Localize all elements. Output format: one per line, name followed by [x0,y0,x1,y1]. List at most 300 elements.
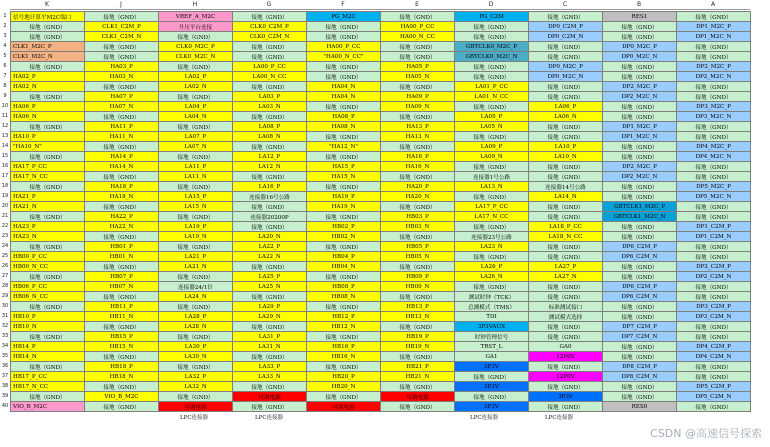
cell-c-32[interactable]: 接地（GND） [528,321,603,332]
cell-e-26[interactable]: 接地（GND） [380,261,455,272]
cell-f-18[interactable]: 接地（GND） [306,181,381,192]
cell-a-7[interactable]: DP2_M2C_N [676,71,751,82]
cell-h-22[interactable]: LA19_P [158,221,233,232]
cell-e-6[interactable]: HA05_P [380,61,455,72]
row-number[interactable]: 1 [3,13,7,19]
cell-j-34[interactable]: HB15_N [84,341,159,352]
cell-a-38[interactable]: DP5_C2M_P [676,381,751,392]
cell-g-20[interactable]: 接地（GND） [232,201,307,212]
cell-a-29[interactable]: 接地（GND） [676,291,751,302]
cell-d-35[interactable]: GA1 [454,351,529,362]
cell-a-27[interactable]: DP2_C2M_N [676,271,751,282]
cell-h-23[interactable]: LA19_N [158,231,233,242]
cell-g-31[interactable]: LA29_N [232,311,307,322]
cell-k-31[interactable]: HB10_P [10,311,85,322]
cell-g-38[interactable]: 接地（GND） [232,381,307,392]
row-number[interactable]: 3 [3,33,7,39]
cell-k-24[interactable]: 接地（GND） [10,241,85,252]
row-number[interactable]: 2 [3,23,7,29]
cell-c-8[interactable]: 接地（GND） [528,81,603,92]
cell-a-22[interactable]: DP1_C2M_P [676,221,751,232]
cell-f-40[interactable]: 可调电源 [306,401,381,412]
row-number[interactable]: 17 [1,173,9,179]
row-number[interactable]: 36 [1,363,9,369]
cell-h-18[interactable]: 接地（GND） [158,181,233,192]
cell-j-17[interactable]: 接地（GND） [84,171,159,182]
row-number[interactable]: 21 [1,213,9,219]
cell-b-3[interactable]: 接地（GND） [602,31,677,42]
cell-e-1[interactable]: 接地（GND） [380,11,455,22]
cell-d-6[interactable]: 接地（GND） [454,61,529,72]
cell-j-14[interactable]: 接地（GND） [84,141,159,152]
cell-h-32[interactable]: LA28_N [158,321,233,332]
cell-c-29[interactable]: 接地（GND） [528,291,603,302]
cell-c-33[interactable]: 接地（GND） [528,331,603,342]
cell-a-16[interactable]: 接地（GND） [676,161,751,172]
cell-j-31[interactable]: HB11_N [84,311,159,322]
cell-e-14[interactable]: 接地（GND） [380,141,455,152]
cell-j-3[interactable]: CLK1_C2M_N [84,31,159,42]
cell-j-10[interactable]: HA07_N [84,101,159,112]
cell-f-11[interactable]: HA08_P [306,111,381,122]
row-number[interactable]: 30 [1,303,9,309]
cell-e-37[interactable]: HB21_N [380,371,455,382]
cell-a-12[interactable]: 接地（GND） [676,121,751,132]
row-number[interactable]: 10 [1,103,9,109]
cell-j-39[interactable]: VIO_B_M2C [84,391,159,402]
cell-d-11[interactable]: LA05_P [454,111,529,122]
cell-a-30[interactable]: DP3_C2M_P [676,301,751,312]
cell-f-37[interactable]: HB20_P [306,371,381,382]
row-number[interactable]: 40 [1,403,9,409]
cell-a-17[interactable]: 接地（GND） [676,171,751,182]
cell-h-33[interactable]: 接地（GND） [158,331,233,342]
cell-k-8[interactable]: HA02_N [10,81,85,92]
cell-g-28[interactable]: LA25_N [232,281,307,292]
cell-e-4[interactable]: 接地（GND） [380,41,455,52]
cell-j-7[interactable]: HA03_N [84,71,159,82]
column-header-b[interactable]: B [602,0,676,10]
cell-j-6[interactable]: HA03_P [84,61,159,72]
cell-c-20[interactable]: 接地（GND） [528,201,603,212]
cell-k-36[interactable]: 接地（GND） [10,361,85,372]
cell-c-35[interactable]: 12P0V [528,351,603,362]
cell-f-15[interactable]: 接地（GND） [306,151,381,162]
cell-b-37[interactable]: DP8_C2M_N [602,371,677,382]
cell-c-25[interactable]: 接地（GND） [528,251,603,262]
cell-c-21[interactable]: 接地（GND） [528,211,603,222]
cell-d-10[interactable]: 接地（GND） [454,101,529,112]
cell-e-31[interactable]: HB13_N [380,311,455,322]
cell-f-28[interactable]: HB08_P [306,281,381,292]
cell-b-9[interactable]: DP2_M2C_N [602,91,677,102]
column-header-j[interactable]: J [84,0,158,10]
cell-h-16[interactable]: LA11_P [158,161,233,172]
cell-e-19[interactable]: HA20_N [380,191,455,202]
cell-b-12[interactable]: DP1_M2C_P [602,121,677,132]
cell-j-23[interactable]: 接地（GND） [84,231,159,242]
row-number[interactable]: 19 [1,193,9,199]
cell-e-22[interactable]: HB03_N [380,221,455,232]
cell-a-5[interactable]: 接地（GND） [676,51,751,62]
cell-h-13[interactable]: LA07_P [158,131,233,142]
cell-a-40[interactable]: 接地（GND） [676,401,751,412]
cell-c-16[interactable]: 接地（GND） [528,161,603,172]
cell-f-23[interactable]: HB02_N [306,231,381,242]
cell-d-24[interactable]: LA23_N [454,241,529,252]
cell-d-23[interactable]: 连接器23号公路 [454,231,529,242]
cell-d-14[interactable]: LA09_P [454,141,529,152]
cell-f-9[interactable]: HA04_N [306,91,381,102]
cell-a-23[interactable]: DP1_C2M_N [676,231,751,242]
column-header-a[interactable]: A [676,0,750,10]
cell-h-7[interactable]: LA02_P [158,71,233,82]
cell-g-26[interactable]: 接地（GND） [232,261,307,272]
cell-d-7[interactable]: 接地（GND） [454,71,529,82]
cell-k-39[interactable]: 接地（GND） [10,391,85,402]
cell-d-9[interactable]: LA01_N_CC [454,91,529,102]
cell-k-9[interactable]: 接地（GND） [10,91,85,102]
cell-d-1[interactable]: PG_C2M [454,11,529,22]
cell-j-1[interactable]: 接地（GND） [84,11,159,22]
cell-c-10[interactable]: LA06_P [528,101,603,112]
cell-j-8[interactable]: 接地（GND） [84,81,159,92]
cell-a-6[interactable]: DP2_M2C_P [676,61,751,72]
cell-h-38[interactable]: LA32_N [158,381,233,392]
cell-k-14[interactable]: "HA10_N" [10,141,85,152]
cell-b-40[interactable]: RES0 [602,401,677,412]
cell-e-20[interactable]: 接地（GND） [380,201,455,212]
cell-j-24[interactable]: HB01_P [84,241,159,252]
cell-c-6[interactable]: DP0_M2C_P [528,61,603,72]
cell-g-19[interactable]: 连接器16号公路 [232,191,307,202]
cell-j-11[interactable]: 接地（GND） [84,111,159,122]
cell-f-2[interactable]: 接地（GND） [306,21,381,32]
cell-k-30[interactable]: 接地（GND） [10,301,85,312]
cell-a-18[interactable]: DP5_M2C_P [676,181,751,192]
column-header-c[interactable]: C [528,0,602,10]
cell-g-15[interactable]: LA12_P [232,151,307,162]
cell-d-18[interactable]: LA13_N [454,181,529,192]
cell-d-20[interactable]: LA17_P_CC [454,201,529,212]
cell-k-7[interactable]: HA02_P [10,71,85,82]
cell-j-26[interactable]: 接地（GND） [84,261,159,272]
cell-a-32[interactable]: 接地（GND） [676,321,751,332]
cell-c-3[interactable]: DP0_C2M_N [528,31,603,42]
cell-b-27[interactable]: 接地（GND） [602,271,677,282]
cell-g-29[interactable]: 接地（GND） [232,291,307,302]
cell-f-17[interactable]: HA15_N [306,171,381,182]
cell-h-14[interactable]: LA07_N [158,141,233,152]
cell-j-37[interactable]: HB18_N [84,371,159,382]
cell-e-21[interactable]: HB03_P [380,211,455,222]
cell-d-5[interactable]: GBTCLK0_M2C_N [454,51,529,62]
cell-a-15[interactable]: DP4_M2C_N [676,151,751,162]
cell-e-3[interactable]: HA00_N_CC [380,31,455,42]
row-number[interactable]: 31 [1,313,9,319]
cell-g-24[interactable]: LA22_P [232,241,307,252]
cell-e-34[interactable]: HB19_N [380,341,455,352]
cell-a-4[interactable]: 接地（GND） [676,41,751,52]
cell-g-14[interactable]: 接地（GND） [232,141,307,152]
cell-k-32[interactable]: HB10_N [10,321,85,332]
row-number[interactable]: 18 [1,183,9,189]
cell-f-32[interactable]: HB12_N [306,321,381,332]
cell-g-34[interactable]: LA31_N [232,341,307,352]
cell-j-20[interactable]: 接地（GND） [84,201,159,212]
cell-j-22[interactable]: HA22_N [84,221,159,232]
cell-a-36[interactable]: 接地（GND） [676,361,751,372]
cell-g-33[interactable]: LA31_P [232,331,307,342]
cell-c-15[interactable]: LA10_N [528,151,603,162]
cell-d-28[interactable]: 接地（GND） [454,281,529,292]
cell-f-4[interactable]: HA00_P_CC [306,41,381,52]
cell-h-36[interactable]: 接地（GND） [158,361,233,372]
cell-a-28[interactable]: 接地（GND） [676,281,751,292]
cell-a-19[interactable]: DP5_M2C_N [676,191,751,202]
cell-h-2[interactable]: 升压平台连接 [158,21,233,32]
cell-d-8[interactable]: LA01_P_CC [454,81,529,92]
cell-j-27[interactable]: HB07_P [84,271,159,282]
cell-k-13[interactable]: HA10_P [10,131,85,142]
cell-c-7[interactable]: DP0_M2C_N [528,71,603,82]
cell-a-2[interactable]: DP1_M2C_P [676,21,751,32]
row-number[interactable]: 35 [1,353,9,359]
cell-d-22[interactable]: 接地（GND） [454,221,529,232]
cell-c-30[interactable]: 标准测试接口 [528,301,603,312]
cell-f-34[interactable]: HB16_P [306,341,381,352]
cell-f-19[interactable]: HA19_P [306,191,381,202]
cell-f-39[interactable]: 接地（GND） [306,391,381,402]
cell-k-20[interactable]: HA21_N [10,201,85,212]
cell-f-38[interactable]: HB20_N [306,381,381,392]
cell-h-10[interactable]: LA04_P [158,101,233,112]
cell-d-21[interactable]: LA17_N_CC [454,211,529,222]
cell-b-31[interactable]: 接地（GND） [602,311,677,322]
cell-k-19[interactable]: HA21_P [10,191,85,202]
cell-b-11[interactable]: 接地（GND） [602,111,677,122]
cell-c-23[interactable]: LA18_N_CC [528,231,603,242]
cell-c-31[interactable]: 测试模式选择 [528,311,603,322]
cell-a-3[interactable]: DP1_M2C_N [676,31,751,42]
cell-a-13[interactable]: 接地（GND） [676,131,751,142]
cell-e-5[interactable]: 接地（GND） [380,51,455,62]
cell-d-39[interactable]: 接地（GND） [454,391,529,402]
cell-c-39[interactable]: 3P3V [528,391,603,402]
cell-k-40[interactable]: VIO_B_M2C [10,401,85,412]
cell-f-26[interactable]: HB04_N [306,261,381,272]
cell-d-12[interactable]: LA05_N [454,121,529,132]
cell-b-10[interactable]: 接地（GND） [602,101,677,112]
cell-c-12[interactable]: 接地（GND） [528,121,603,132]
cell-k-5[interactable]: CLK1_M2C_N [10,51,85,62]
cell-j-33[interactable]: HB15_P [84,331,159,342]
cell-b-35[interactable]: 接地（GND） [602,351,677,362]
cell-c-5[interactable]: 接地（GND） [528,51,603,62]
cell-k-4[interactable]: CLK1_M2C_P [10,41,85,52]
cell-f-20[interactable]: HA19_N [306,201,381,212]
cell-b-19[interactable]: 接地（GND） [602,191,677,202]
cell-e-28[interactable]: HB09_N [380,281,455,292]
cell-h-21[interactable]: 接地（GND） [158,211,233,222]
cell-g-35[interactable]: 接地（GND） [232,351,307,362]
cell-c-4[interactable]: 接地（GND） [528,41,603,52]
row-number[interactable]: 34 [1,343,9,349]
cell-f-31[interactable]: HB12_P [306,311,381,322]
cell-k-2[interactable]: 接地（GND） [10,21,85,32]
cell-b-28[interactable]: DP6_C2M_P [602,281,677,292]
cell-j-9[interactable]: HA07_P [84,91,159,102]
cell-h-31[interactable]: LA28_P [158,311,233,322]
cell-g-13[interactable]: LA08_N [232,131,307,142]
cell-e-18[interactable]: HA20_P [380,181,455,192]
cell-b-1[interactable]: RES1 [602,11,677,22]
cell-g-32[interactable]: 接地（GND） [232,321,307,332]
cell-f-10[interactable]: 接地（GND） [306,101,381,112]
cell-k-26[interactable]: HB00_N_CC [10,261,85,272]
cell-a-14[interactable]: DP4_M2C_P [676,141,751,152]
cell-a-26[interactable]: DP2_C2M_P [676,261,751,272]
cell-k-3[interactable]: 接地（GND） [10,31,85,42]
row-number[interactable]: 24 [1,243,9,249]
cell-h-4[interactable]: CLK0_M2C_P [158,41,233,52]
cell-h-12[interactable]: 接地（GND） [158,121,233,132]
row-number[interactable]: 6 [3,63,7,69]
cell-b-29[interactable]: DP6_C2M_N [602,291,677,302]
cell-b-39[interactable]: 接地（GND） [602,391,677,402]
cell-j-25[interactable]: HB01_N [84,251,159,262]
row-number[interactable]: 39 [1,393,9,399]
cell-f-14[interactable]: "HA12_N" [306,141,381,152]
cell-j-21[interactable]: HA22_P [84,211,159,222]
cell-a-34[interactable]: DP4_C2M_P [676,341,751,352]
cell-g-3[interactable]: CLK0_C2M_N [232,31,307,42]
cell-b-34[interactable]: 接地（GND） [602,341,677,352]
cell-h-34[interactable]: LA30_P [158,341,233,352]
row-number[interactable]: 37 [1,373,9,379]
cell-f-35[interactable]: HB16_N [306,351,381,362]
row-number[interactable]: 4 [3,43,7,49]
cell-c-2[interactable]: DP0_C2M_P [528,21,603,32]
cell-d-25[interactable]: 接地（GND） [454,251,529,262]
cell-b-17[interactable]: DP2_M2C_N [602,171,677,182]
cell-k-27[interactable]: 接地（GND） [10,271,85,282]
cell-d-16[interactable]: 接地（GND） [454,161,529,172]
cell-h-37[interactable]: LA32_P [158,371,233,382]
cell-g-17[interactable]: 接地（GND） [232,171,307,182]
cell-e-16[interactable]: HA16_N [380,161,455,172]
cell-c-19[interactable]: LA14_N [528,191,603,202]
cell-k-38[interactable]: HB17_N_CC [10,381,85,392]
cell-g-4[interactable]: 接地（GND） [232,41,307,52]
cell-h-9[interactable]: 接地（GND） [158,91,233,102]
cell-b-8[interactable]: DP2_M2C_P [602,81,677,92]
cell-d-37[interactable]: 接地（GND） [454,371,529,382]
cell-f-16[interactable]: HA15_P [306,161,381,172]
cell-a-21[interactable]: 接地（GND） [676,211,751,222]
cell-g-22[interactable]: 接地（GND） [232,221,307,232]
column-header-e[interactable]: E [380,0,454,10]
row-number[interactable]: 26 [1,263,9,269]
cell-e-30[interactable]: HB13_P [380,301,455,312]
cell-e-11[interactable]: 接地（GND） [380,111,455,122]
row-number[interactable]: 23 [1,233,9,239]
column-header-f[interactable]: F [306,0,380,10]
cell-c-9[interactable]: 接地（GND） [528,91,603,102]
cell-c-28[interactable]: 接地（GND） [528,281,603,292]
cell-c-36[interactable]: 接地（GND） [528,361,603,372]
cell-k-28[interactable]: HB06_P_CC [10,281,85,292]
row-number[interactable]: 29 [1,293,9,299]
cell-e-15[interactable]: HA16_P [380,151,455,162]
cell-k-18[interactable]: 接地（GND） [10,181,85,192]
cell-g-23[interactable]: LA20_N [232,231,307,242]
cell-j-2[interactable]: CLK1_C2M_P [84,21,159,32]
cell-g-2[interactable]: CLK0_C2M_P [232,21,307,32]
cell-k-21[interactable]: 接地（GND） [10,211,85,222]
cell-f-6[interactable]: 接地（GND） [306,61,381,72]
cell-h-29[interactable]: LA24_N [158,291,233,302]
cell-k-11[interactable]: HA06_N [10,111,85,122]
cell-g-5[interactable]: 接地（GND） [232,51,307,62]
cell-h-15[interactable]: 接地（GND） [158,151,233,162]
cell-e-27[interactable]: HB09_P [380,271,455,282]
cell-h-8[interactable]: LA02_N [158,81,233,92]
cell-g-6[interactable]: LA00_P_CC [232,61,307,72]
cell-c-40[interactable]: 接地（GND） [528,401,603,412]
cell-h-35[interactable]: LA30_N [158,351,233,362]
cell-c-13[interactable]: 接地（GND） [528,131,603,142]
row-number[interactable]: 20 [1,203,9,209]
cell-h-28[interactable]: 连接器24/1针 [158,281,233,292]
cell-j-30[interactable]: HB11_P [84,301,159,312]
cell-d-3[interactable]: 接地（GND） [454,31,529,42]
cell-e-23[interactable]: 接地（GND） [380,231,455,242]
cell-j-35[interactable]: 接地（GND） [84,351,159,362]
cell-d-30[interactable]: 总测模式（TMS） [454,301,529,312]
cell-h-17[interactable]: LA11_N [158,171,233,182]
cell-g-7[interactable]: LA00_N_CC [232,71,307,82]
cell-f-25[interactable]: HB04_P [306,251,381,262]
column-header-h[interactable]: H [158,0,232,10]
row-number[interactable]: 32 [1,323,9,329]
cell-h-3[interactable]: 接地（GND） [158,31,233,42]
cell-b-20[interactable]: GBTCLK1_M2C_P [602,201,677,212]
cell-k-25[interactable]: HB00_P_CC [10,251,85,262]
cell-e-17[interactable]: 接地（GND） [380,171,455,182]
cell-b-26[interactable]: 接地（GND） [602,261,677,272]
cell-b-16[interactable]: DP2_M2C_P [602,161,677,172]
cell-c-26[interactable]: LA27_P [528,261,603,272]
cell-a-8[interactable]: 接地（GND） [676,81,751,92]
cell-g-21[interactable]: 连接器20200P [232,211,307,222]
cell-g-16[interactable]: LA12_N [232,161,307,172]
cell-a-10[interactable]: DP3_M2C_P [676,101,751,112]
cell-h-39[interactable]: 接地（GND） [158,391,233,402]
cell-b-30[interactable]: 接地（GND） [602,301,677,312]
cell-a-9[interactable]: 接地（GND） [676,91,751,102]
cell-h-26[interactable]: LA21_N [158,261,233,272]
cell-f-5[interactable]: "HA00_N_CC" [306,51,381,62]
cell-h-20[interactable]: LA15_N [158,201,233,212]
cell-b-25[interactable]: DP6_C2M_N [602,251,677,262]
cell-f-8[interactable]: HA04_N [306,81,381,92]
cell-k-23[interactable]: HA23_N [10,231,85,242]
cell-c-17[interactable]: 接地（GND） [528,171,603,182]
cell-c-11[interactable]: LA06_N [528,111,603,122]
cell-b-6[interactable]: 接地（GND） [602,61,677,72]
cell-j-29[interactable]: 接地（GND） [84,291,159,302]
